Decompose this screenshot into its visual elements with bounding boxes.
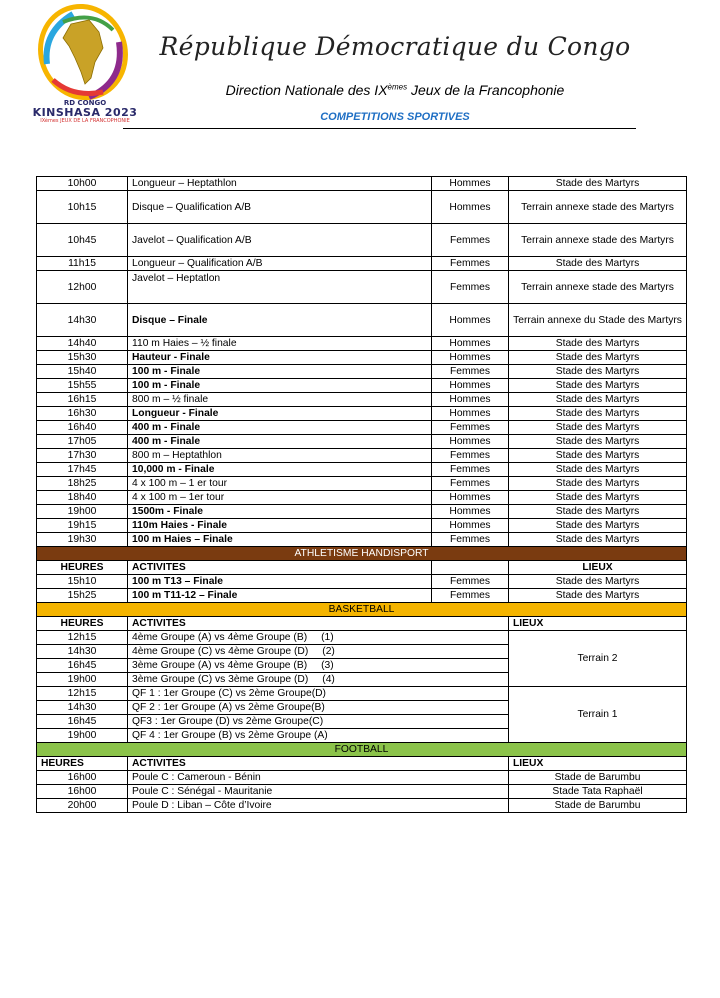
time-cell: 12h15 — [37, 631, 128, 645]
activity-cell: 100 m - Finale — [128, 379, 432, 393]
activity-cell — [128, 659, 509, 673]
time-cell: 15h40 — [37, 365, 128, 379]
venue-cell: Stade des Martyrs — [509, 491, 687, 505]
activity-cell: 400 m - Finale — [128, 421, 432, 435]
activity-cell: 800 m – ½ finale — [128, 393, 432, 407]
table-row — [37, 799, 687, 813]
table-row — [37, 224, 687, 257]
table-row — [37, 304, 687, 337]
time-cell: 19h30 — [37, 533, 128, 547]
page-subtitle — [150, 82, 640, 98]
activity-cell: Hauteur - Finale — [128, 351, 432, 365]
time-cell: 17h45 — [37, 463, 128, 477]
gender-cell: Hommes — [432, 379, 509, 393]
column-header-row — [37, 617, 687, 631]
handisport-band — [37, 547, 687, 561]
venue-cell: Terrain annexe stade des Martyrs — [509, 224, 687, 257]
gender-cell: Femmes — [432, 449, 509, 463]
activity-cell: 100 m T11-12 – Finale — [128, 589, 432, 603]
header-activity: ACTIVITES — [128, 617, 509, 631]
time-cell: 15h25 — [37, 589, 128, 603]
gender-cell: Femmes — [432, 365, 509, 379]
header-rule — [123, 128, 636, 129]
venue-cell: Stade des Martyrs — [509, 257, 687, 271]
table-row — [37, 785, 687, 799]
gender-cell: Hommes — [432, 435, 509, 449]
activity-cell — [128, 729, 509, 743]
activity-cell: 4 x 100 m – 1 er tour — [128, 477, 432, 491]
header-blank — [432, 561, 509, 575]
match-label: QF 2 : 1er Groupe (A) vs 2ème Groupe(B) — [132, 701, 325, 713]
venue-cell: Stade de Barumbu — [509, 799, 687, 813]
time-cell: 19h15 — [37, 519, 128, 533]
header-activity: ACTIVITES — [128, 561, 432, 575]
logo-line-3: IXèmes JEUX DE LA FRANCOPHONIE — [40, 118, 130, 124]
logo-line-2: KINSHASA 2023 — [32, 106, 138, 119]
table-row — [37, 435, 687, 449]
time-cell: 12h00 — [37, 271, 128, 304]
table-row — [37, 519, 687, 533]
subtitle-rest: Jeux de la Francophonie — [407, 82, 565, 98]
gender-cell: Hommes — [432, 505, 509, 519]
gender-cell: Femmes — [432, 575, 509, 589]
table-row — [37, 191, 687, 224]
header-activity: ACTIVITES — [128, 757, 509, 771]
time-cell: 18h40 — [37, 491, 128, 505]
gender-cell: Femmes — [432, 421, 509, 435]
table-row — [37, 477, 687, 491]
activity-cell: 100 m - Finale — [128, 365, 432, 379]
time-cell: 15h10 — [37, 575, 128, 589]
match-number: (3) — [321, 659, 334, 671]
time-cell: 19h00 — [37, 729, 128, 743]
table-row — [37, 271, 687, 304]
page-title: République Démocratique du Congo — [159, 32, 631, 61]
table-row — [37, 177, 687, 191]
table-row — [37, 379, 687, 393]
time-cell: 16h45 — [37, 659, 128, 673]
venue-cell: Stade des Martyrs — [509, 589, 687, 603]
activity-cell: Longueur – Qualification A/B — [128, 257, 432, 271]
logo-caption — [30, 100, 140, 124]
time-cell: 17h05 — [37, 435, 128, 449]
table-row — [37, 257, 687, 271]
venue-cell: Stade des Martyrs — [509, 351, 687, 365]
table-row — [37, 687, 687, 701]
table-row — [37, 505, 687, 519]
table-row — [37, 463, 687, 477]
activity-cell: Javelot – Qualification A/B — [128, 224, 432, 257]
table-row — [37, 393, 687, 407]
venue-cell: Stade des Martyrs — [509, 533, 687, 547]
activity-cell: 800 m – Heptathlon — [128, 449, 432, 463]
table-row — [37, 575, 687, 589]
activity-cell — [128, 631, 509, 645]
time-cell: 19h00 — [37, 505, 128, 519]
match-label: 3ème Groupe (C) vs 3ème Groupe (D) — [132, 673, 309, 685]
gender-cell: Hommes — [432, 519, 509, 533]
activity-cell: Poule D : Liban – Côte d’Ivoire — [128, 799, 509, 813]
activity-cell: 4 x 100 m – 1er tour — [128, 491, 432, 505]
time-cell: 10h45 — [37, 224, 128, 257]
table-row — [37, 337, 687, 351]
time-cell: 12h15 — [37, 687, 128, 701]
activity-cell — [128, 701, 509, 715]
time-cell: 19h00 — [37, 673, 128, 687]
column-header-row — [37, 561, 687, 575]
activity-cell: 100 m T13 – Finale — [128, 575, 432, 589]
venue-cell: Stade des Martyrs — [509, 477, 687, 491]
match-label: QF 1 : 1er Groupe (C) vs 2ème Groupe(D) — [132, 687, 326, 699]
gender-cell: Hommes — [432, 177, 509, 191]
venue-cell: Stade des Martyrs — [509, 407, 687, 421]
handisport-band-label: ATHLETISME HANDISPORT — [37, 547, 687, 561]
gender-cell: Femmes — [432, 589, 509, 603]
time-cell: 14h30 — [37, 701, 128, 715]
time-cell: 14h40 — [37, 337, 128, 351]
gender-cell: Hommes — [432, 407, 509, 421]
activity-cell: 1500m - Finale — [128, 505, 432, 519]
column-header-row — [37, 757, 687, 771]
time-cell: 15h55 — [37, 379, 128, 393]
match-number: (2) — [322, 645, 335, 657]
gender-cell: Femmes — [432, 477, 509, 491]
time-cell: 10h15 — [37, 191, 128, 224]
activity-cell: 10,000 m - Finale — [128, 463, 432, 477]
table-row — [37, 771, 687, 785]
logo-line-1: RD CONGO — [63, 99, 107, 107]
venue-cell: Stade Tata Raphaël — [509, 785, 687, 799]
subtitle-main: Direction Nationale des IX — [225, 82, 388, 98]
basketball-band — [37, 603, 687, 617]
activity-cell: 400 m - Finale — [128, 435, 432, 449]
activity-cell: Longueur – Heptathlon — [128, 177, 432, 191]
activity-cell: 100 m Haies – Finale — [128, 533, 432, 547]
venue-cell: Terrain annexe stade des Martyrs — [509, 191, 687, 224]
time-cell: 15h30 — [37, 351, 128, 365]
activity-cell: Javelot – Heptatlon — [128, 271, 432, 304]
venue-cell: Stade des Martyrs — [509, 505, 687, 519]
schedule-table — [36, 176, 687, 813]
football-band-label: FOOTBALL — [37, 743, 687, 757]
activity-cell: 110 m Haies – ½ finale — [128, 337, 432, 351]
time-cell: 11h15 — [37, 257, 128, 271]
table-row — [37, 491, 687, 505]
activity-cell: Disque – Finale — [128, 304, 432, 337]
subtitle-sup: èmes — [387, 82, 408, 92]
basketball-band-label: BASKETBALL — [37, 603, 687, 617]
venue-cell: Terrain annexe du Stade des Martyrs — [509, 304, 687, 337]
table-row — [37, 589, 687, 603]
match-label: 4ème Groupe (A) vs 4ème Groupe (B) — [132, 631, 308, 643]
time-cell: 14h30 — [37, 304, 128, 337]
time-cell: 20h00 — [37, 799, 128, 813]
header-venue: LIEUX — [509, 617, 687, 631]
match-number: (1) — [321, 631, 334, 643]
header-venue: LIEUX — [509, 757, 687, 771]
match-number: (4) — [322, 673, 335, 685]
football-band — [37, 743, 687, 757]
time-cell: 16h30 — [37, 407, 128, 421]
gender-cell: Femmes — [432, 271, 509, 304]
header-venue: LIEUX — [509, 561, 687, 575]
time-cell: 16h15 — [37, 393, 128, 407]
activity-cell: Longueur - Finale — [128, 407, 432, 421]
header-time: HEURES — [37, 617, 128, 631]
table-row — [37, 365, 687, 379]
activity-cell — [128, 687, 509, 701]
venue-cell: Stade des Martyrs — [509, 379, 687, 393]
section-title: COMPETITIONS SPORTIVES — [320, 111, 470, 123]
venue-cell: Stade des Martyrs — [509, 463, 687, 477]
venue-cell: Terrain 2 — [509, 631, 687, 687]
activity-cell: Disque – Qualification A/B — [128, 191, 432, 224]
table-row — [37, 407, 687, 421]
table-row — [37, 421, 687, 435]
venue-cell: Terrain 1 — [509, 687, 687, 743]
gender-cell: Femmes — [432, 463, 509, 477]
match-label: QF 4 : 1er Groupe (B) vs 2ème Groupe (A) — [132, 729, 328, 741]
venue-cell: Stade des Martyrs — [509, 421, 687, 435]
gender-cell: Hommes — [432, 304, 509, 337]
gender-cell: Hommes — [432, 393, 509, 407]
header-time: HEURES — [37, 561, 128, 575]
activity-cell: 110m Haies - Finale — [128, 519, 432, 533]
activity-cell — [128, 715, 509, 729]
gender-cell: Hommes — [432, 351, 509, 365]
venue-cell: Stade de Barumbu — [509, 771, 687, 785]
gender-cell: Femmes — [432, 257, 509, 271]
gender-cell: Hommes — [432, 337, 509, 351]
venue-cell: Stade des Martyrs — [509, 575, 687, 589]
venue-cell: Stade des Martyrs — [509, 365, 687, 379]
time-cell: 16h40 — [37, 421, 128, 435]
time-cell: 17h30 — [37, 449, 128, 463]
table-row — [37, 449, 687, 463]
table-row — [37, 351, 687, 365]
venue-cell: Stade des Martyrs — [509, 519, 687, 533]
venue-cell: Stade des Martyrs — [509, 449, 687, 463]
gender-cell: Hommes — [432, 191, 509, 224]
match-label: 4ème Groupe (C) vs 4ème Groupe (D) — [132, 645, 309, 657]
time-cell: 16h45 — [37, 715, 128, 729]
table-row — [37, 631, 687, 645]
venue-cell: Stade des Martyrs — [509, 337, 687, 351]
time-cell: 14h30 — [37, 645, 128, 659]
time-cell: 18h25 — [37, 477, 128, 491]
gender-cell: Femmes — [432, 533, 509, 547]
table-row — [37, 533, 687, 547]
gender-cell: Hommes — [432, 491, 509, 505]
venue-cell: Stade des Martyrs — [509, 393, 687, 407]
match-label: 3ème Groupe (A) vs 4ème Groupe (B) — [132, 659, 308, 671]
activity-cell: Poule C : Cameroun - Bénin — [128, 771, 509, 785]
activity-cell — [128, 673, 509, 687]
gender-cell: Femmes — [432, 224, 509, 257]
activity-cell: Poule C : Sénégal - Mauritanie — [128, 785, 509, 799]
venue-cell: Stade des Martyrs — [509, 435, 687, 449]
activity-cell — [128, 645, 509, 659]
venue-cell: Stade des Martyrs — [509, 177, 687, 191]
header-time: HEURES — [37, 757, 128, 771]
time-cell: 16h00 — [37, 785, 128, 799]
time-cell: 10h00 — [37, 177, 128, 191]
time-cell: 16h00 — [37, 771, 128, 785]
venue-cell: Terrain annexe stade des Martyrs — [509, 271, 687, 304]
match-label: QF3 : 1er Groupe (D) vs 2ème Groupe(C) — [132, 715, 324, 727]
